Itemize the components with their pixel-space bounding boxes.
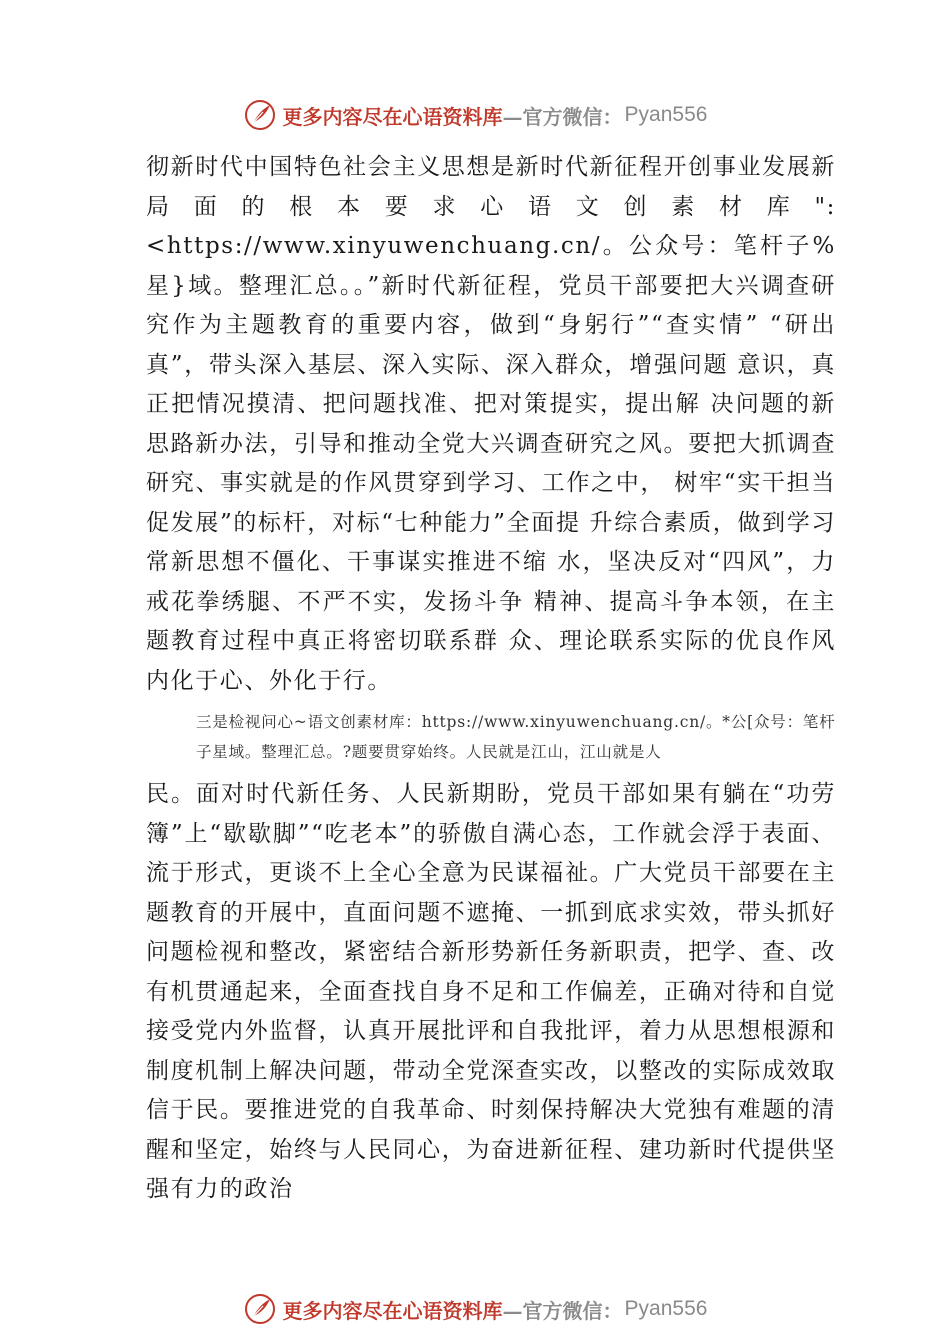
body-paragraph-2: 民。面对时代新任务、人民新期盼，党员干部如果有躺在“功劳簿”上“歇歇脚”“吃老本”的骄傲自满心态，工作就会浮于表面、流于形式，更谈不上全心全意为民谋福祉。广大党员干部要在主题教育的开展中，直面问题不遮掩、一抓到底求实效，带头抓好问题检视和整改，紧密结合新形势新任务新职责，把学、查、改有机贯通起来，全面查找自身不足和工作偏差，正确对待和自觉接受党内外监督，认真开展批评和自我批评，着力从思想根源和制度机制上解决问题，带动全党深查实改，以整改的实际成效取信于民。要推进党的自我革命、时刻保持解决大党独有难题的清醒和坚定，始终与人民同心，为奋进新征程、建功新时代提供坚强有力的政治	[146, 781, 836, 1202]
banner-official-wechat-label: —官方微信：	[502, 1298, 623, 1323]
banner-wechat-id: Pyan556	[624, 1297, 708, 1320]
small-note-paragraph: 三是检视问心~语文创素材库：https://www.xinyuwenchuang.cn/。*公[众号：笔杆子星域。整理汇总。?题要贯穿始终。人民就是江山，江山就是人	[196, 713, 836, 761]
footer-banner	[0, 1287, 950, 1331]
banner-site-name: 更多内容尽在心语资料库	[282, 1298, 503, 1323]
banner-wechat-id: Pyan556	[624, 103, 708, 126]
banner-official-wechat-label: —官方微信：	[502, 104, 623, 129]
document-body	[146, 148, 846, 1210]
feather-pen-logo-icon	[243, 1292, 277, 1326]
body-paragraph-1: 彻新时代中国特色社会主义思想是新时代新征程开创事业发展新局面的根本要求心语文创素材库":<https://www.xinyuwenchuang.cn/。公众号：笔杆子%星}域。整理汇总。。”新时代新征程，党员干部要把大兴调查研究作为主题教育的重要内容，做到“身躬行”“查实情” “研出真”，带头深入基层、深入实际、深入群众，增强问题 意识，真正把情况摸清、把问题找准、把对策提实，提出解 决问题的新思路新办法，引导和推动全党大兴调查研究之风。要把大抓调查研究、事实就是的作风贯穿到学习、工作之中， 树牢“实干担当促发展”的标杆，对标“七种能力”全面提 升综合素质，做到学习常新思想不僵化、干事谋实推进不缩 水，坚决反对“四风”，力戒花拳绣腿、不严不实，发扬斗争 精神、提高斗争本领，在主题教育过程中真正将密切联系群 众、理论联系实际的优良作风内化于心、外化于行。	[146, 154, 836, 694]
feather-pen-logo-icon	[243, 98, 277, 132]
header-banner	[0, 93, 950, 137]
banner-site-name: 更多内容尽在心语资料库	[282, 104, 503, 129]
